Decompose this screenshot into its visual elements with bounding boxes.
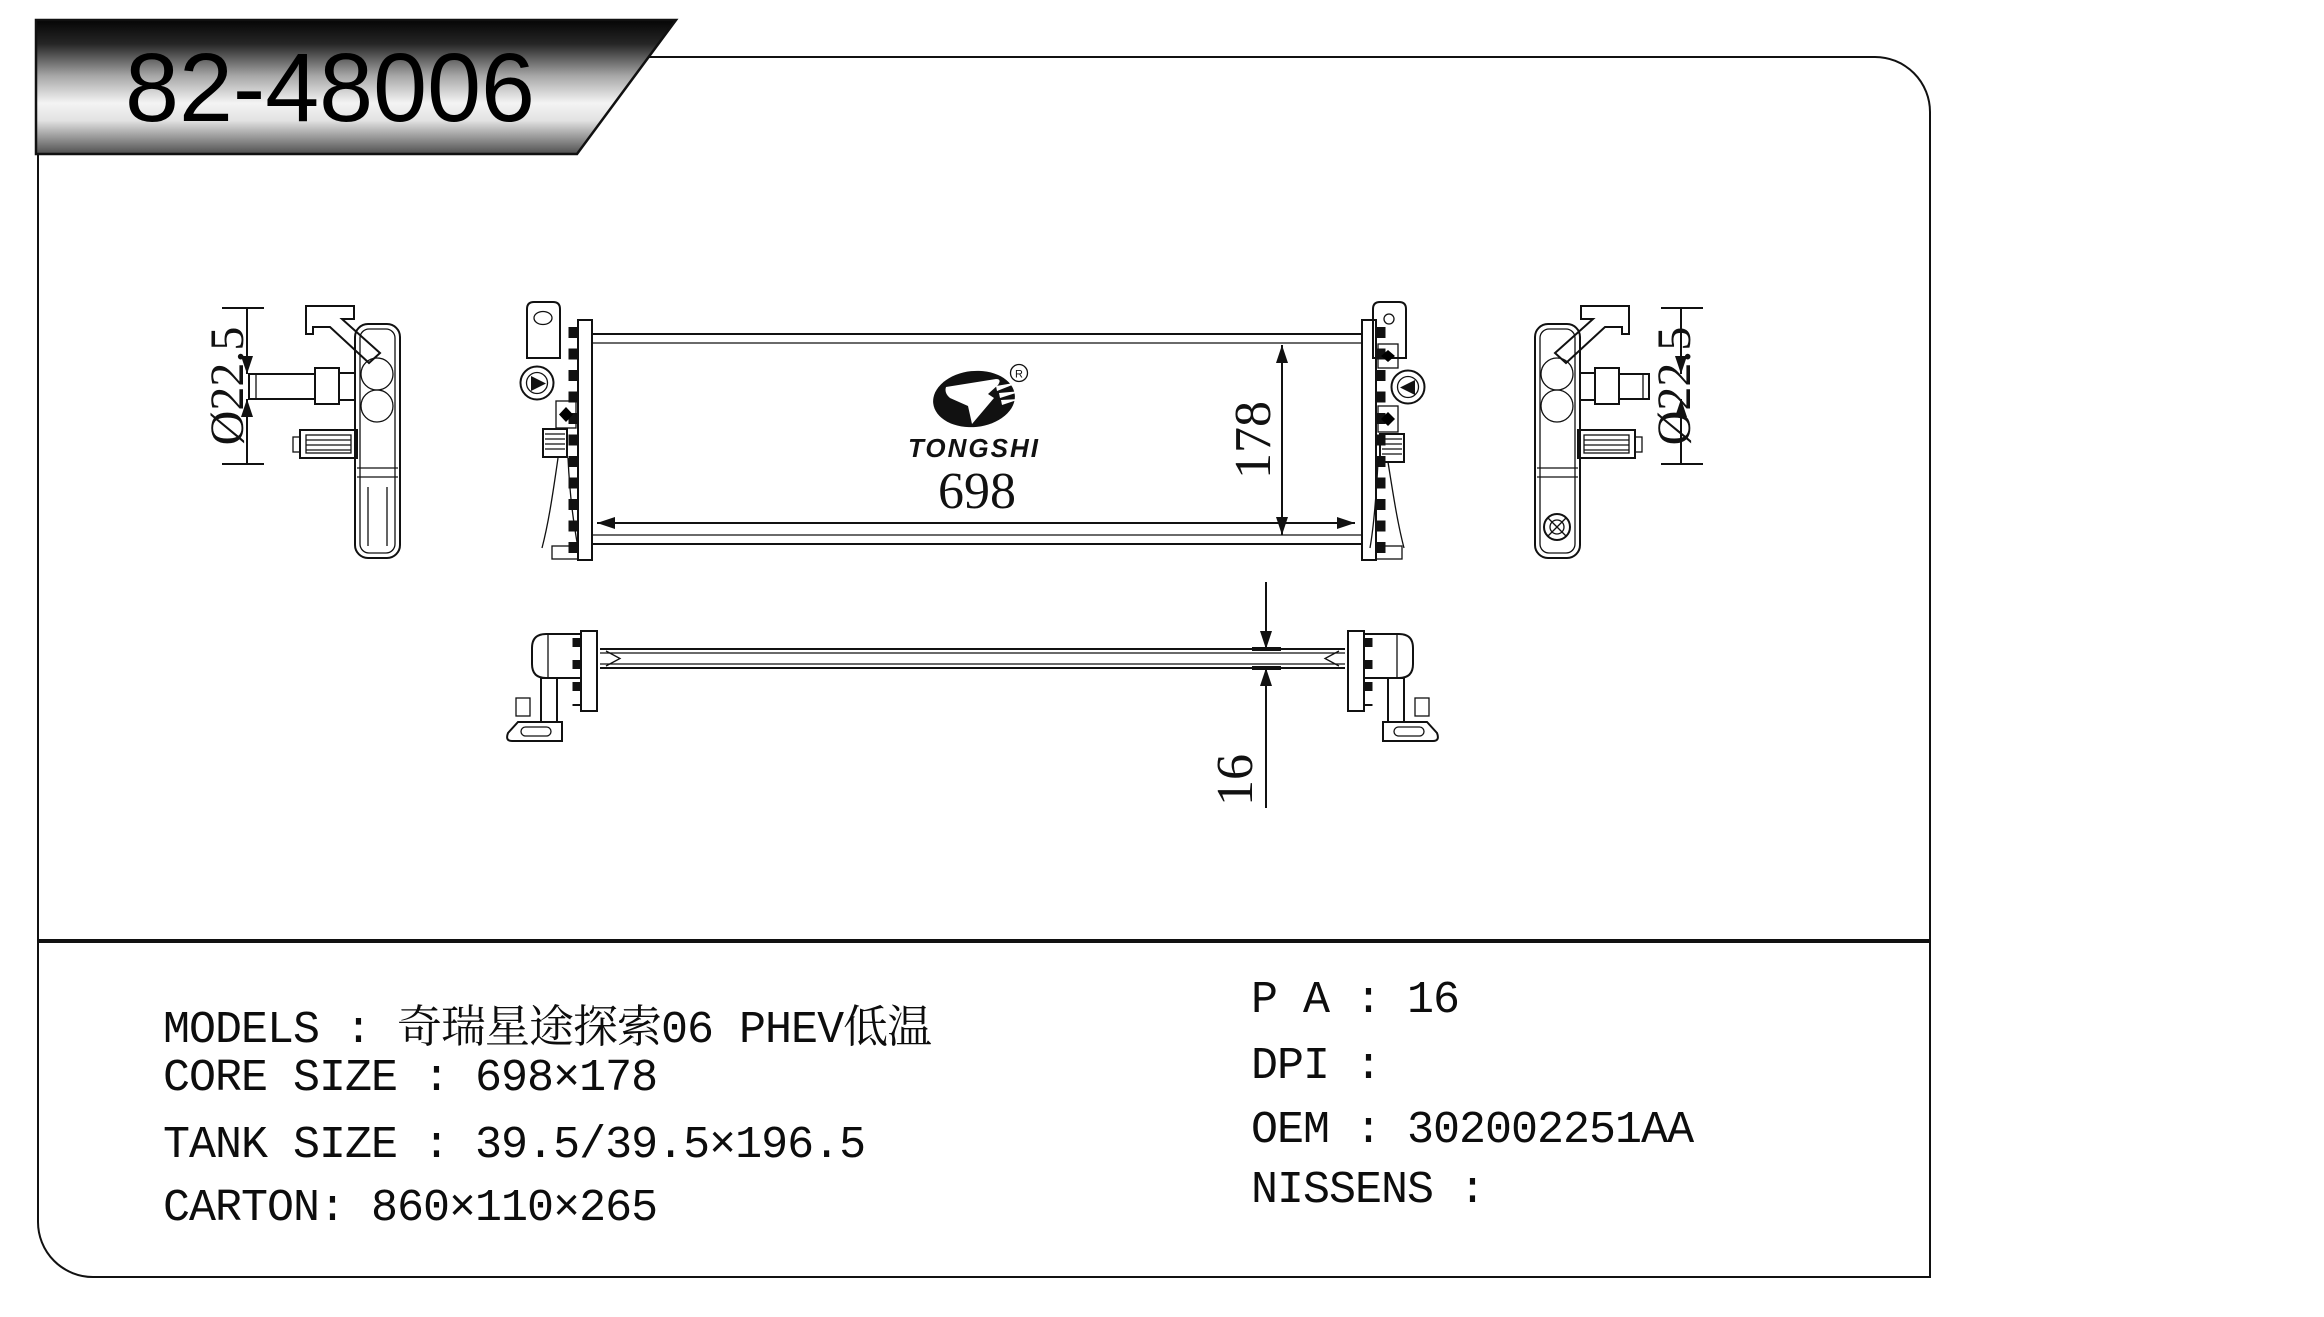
front-left-tank-parts	[521, 302, 579, 559]
right-pipe-diameter-label: Ø22.5	[1648, 326, 1701, 446]
spec-row-carton: CARTON: 860×110×265	[163, 1183, 658, 1234]
side-view-right	[1535, 306, 1703, 558]
core-height-label: 178	[1225, 401, 1282, 479]
front-right-tank-parts	[1370, 302, 1425, 559]
spec-row-dpi: DPI :	[1251, 1041, 1382, 1092]
spec-row-pa: P A : 16	[1251, 975, 1460, 1026]
logo-wordmark: TONGSHI	[908, 433, 1040, 463]
left-pipe-dimension	[201, 308, 264, 464]
front-view	[521, 302, 1425, 560]
core-width-label: 698	[938, 463, 1016, 520]
bottom-left-cap	[507, 631, 597, 741]
spec-row-nissens: NISSENS :	[1251, 1165, 1486, 1216]
spec-row-core-size: CORE SIZE : 698×178	[163, 1053, 658, 1104]
tongshi-logo	[908, 365, 1040, 464]
spec-row-tank-size: TANK SIZE : 39.5/39.5×196.5	[163, 1120, 866, 1171]
left-pipe-diameter-label: Ø22.5	[201, 326, 254, 446]
core-height-dimension	[1225, 345, 1288, 535]
left-connector	[300, 430, 357, 458]
bottom-right-cap	[1348, 631, 1438, 741]
side-view-left	[201, 306, 400, 558]
screw-detail	[1544, 514, 1570, 540]
registered-mark-letter: R	[1015, 368, 1023, 381]
left-header-plate	[578, 320, 592, 560]
thickness-dimension	[1207, 582, 1281, 808]
right-pipe	[1619, 374, 1649, 399]
right-connector	[1578, 430, 1635, 458]
thickness-label: 16	[1207, 754, 1264, 806]
bottom-view	[507, 582, 1438, 808]
spec-row-oem: OEM : 302002251AA	[1251, 1105, 1694, 1156]
spec-row-models: MODELS : 奇瑞星途探索06 PHEV低温	[163, 1005, 932, 1056]
left-pipe	[249, 374, 315, 399]
right-pipe-dimension	[1648, 308, 1703, 464]
part-number: 82-48006	[125, 33, 535, 142]
